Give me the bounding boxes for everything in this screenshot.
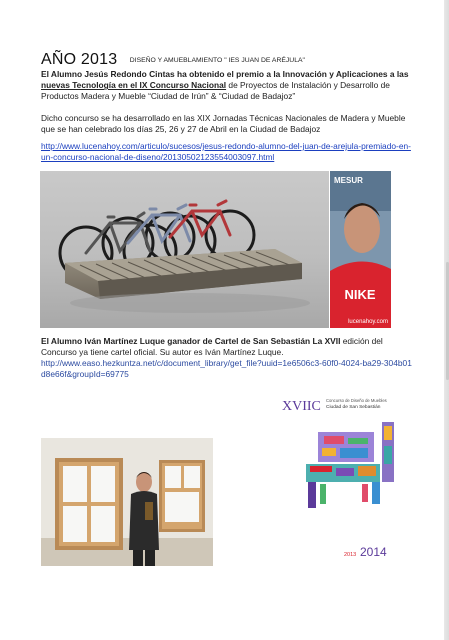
poster-year-big: 2014	[360, 545, 387, 559]
department-heading: DISEÑO Y AMUEBLAMIENTO " IES JUAN DE ARÉJULA"	[129, 57, 305, 64]
student-posters-image	[41, 438, 213, 566]
bench-bicycles-render	[40, 171, 329, 328]
poster-artwork	[278, 392, 408, 564]
article1-lead	[41, 69, 413, 103]
poster-year-small: 2013	[344, 552, 357, 558]
article1-lead-underline: nuevas Tecnología en el IX Concurso Nacional	[41, 80, 227, 91]
article2-lead-bold: El Alumno Iván Martínez Luque ganador de Cartel de San Sebastián La XVII	[41, 336, 341, 346]
poster-numeral: XVIIC	[282, 399, 321, 414]
article2-lead-rest: edición del Concurso ya tiene cartel oficial. Su autor es Iván Martínez Luque.	[41, 336, 383, 358]
shirt-logo-text: NIKE	[344, 287, 376, 302]
article1-link[interactable]: http://www.lucenahoy.com/articulo/sucesos/jesus-redondo-alumno-del-juan-de-arejula-premiado-en-un-concurso-nacional-de-diseno/20130502123554003097.html	[41, 141, 411, 163]
student-portrait-photo	[330, 171, 391, 328]
article2-link[interactable]: http://www.easo.hezkuntza.net/c/document_library/get_file?uuid=1e6506c3-60f0-4024-ba29-304b01d8e66f&groupId=69775	[41, 358, 412, 380]
bench-render-image	[40, 171, 329, 328]
section-header	[41, 51, 305, 69]
poster-subtitle-2: Ciudad de San Sebastián	[326, 405, 381, 410]
student-portrait-image	[330, 171, 391, 328]
poster-subtitle-1: Concurso de Diseño de Muebles	[326, 398, 387, 403]
background-shirt-text: MESUR	[334, 176, 363, 185]
photo-watermark: lucenahoy.com	[348, 319, 388, 325]
article2-link-wrap	[41, 358, 413, 380]
article1-lead-rest: de Proyectos de Instalación y Desarrollo de Productos Madera y Mueble “Ciudad de Irún” & “Ciudad de Badajoz”	[41, 80, 390, 102]
contest-poster	[278, 392, 408, 564]
article1-link-wrap	[41, 141, 413, 163]
article2-lead	[41, 336, 413, 358]
student-with-posters-photo	[41, 438, 213, 566]
article1-body: Dicho concurso se ha desarrollado en las XIX Jornadas Técnicas Nacionales de Madera y Mueble que se han celebrado los días 25, 26 y 27 de Abril en la Ciudad de Badajoz	[41, 113, 406, 135]
article1-lead-bold: El Alumno Jesús Redondo Cintas ha obtenido el premio a la Innovación y Aplicaciones a las	[41, 69, 409, 79]
year-heading: AÑO 2013	[41, 51, 118, 68]
